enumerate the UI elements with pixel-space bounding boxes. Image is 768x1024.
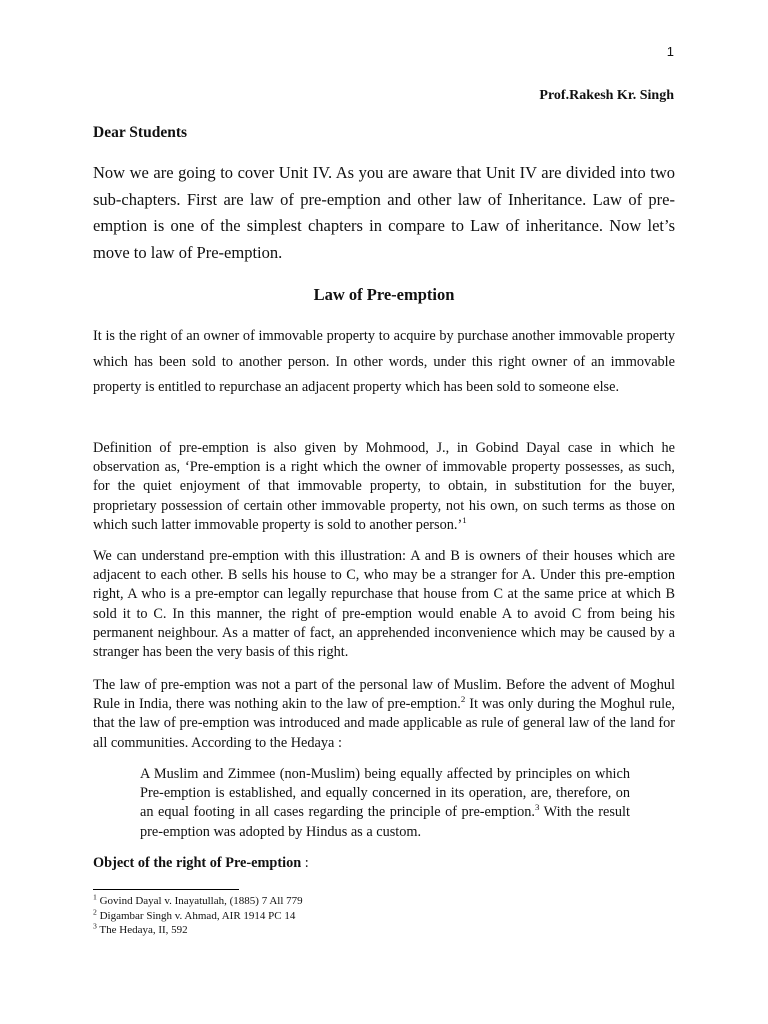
footnote-1 — [93, 894, 303, 909]
footnotes — [93, 894, 303, 938]
block-quote — [140, 765, 630, 842]
quote-text: A Muslim and Zimmee (non-Muslim) being equally affected by principles on which Pre-emption is established, and equally concerned in its operation, are, therefore, on an equal footing in all cases regarding the principle of pre-emption. — [140, 766, 630, 821]
footnote-text: The Hedaya, II, 592 — [96, 924, 188, 936]
footnote-2 — [93, 906, 303, 924]
footnote-number: 1 — [93, 892, 97, 902]
footnote-text: Govind Dayal v. Inayatullah, (1885) 7 All 779 — [96, 895, 303, 907]
footnote-3 — [93, 923, 303, 938]
intro-paragraph: Now we are going to cover Unit IV. As you are aware that Unit IV are divided into two sub-chapters. First are law of pre-emption and other law of Inheritance. Law of pre-emption is one of the simplest chapters in compare to Law of inheritance. Now let’s move to law of Pre-emption. — [93, 163, 675, 262]
footnote-ref-2[interactable]: 2 — [460, 694, 466, 705]
paragraph-definition: It is the right of an owner of immovable property to acquire by purchase another immovable property which has been sold to another person. In other words, under this right owner of an immovable property is entitled to repurchase an adjacent property which has been sold to someone else. — [93, 328, 675, 395]
footnote-ref-1[interactable]: 1 — [462, 515, 467, 526]
subheading-text: Object of the right of Pre-emption — [93, 855, 302, 871]
footnote-divider — [93, 889, 239, 890]
subheading-object — [93, 855, 309, 872]
author-name: Prof.Rakesh Kr. Singh — [539, 88, 674, 103]
section-heading: Law of Pre-emption — [313, 285, 455, 304]
footnote-text: Digambar Singh v. Ahmad, AIR 1914 PC 14 — [96, 909, 296, 922]
paragraph-history — [93, 676, 675, 753]
footnote-number: 2 — [93, 906, 97, 916]
page-number: 1 — [666, 44, 674, 59]
greeting: Dear Students — [93, 124, 188, 141]
paragraph-text: Definition of pre-emption is also given by Mohmood, J., in Gobind Dayal case in which he observation as, ‘Pre-emption is a right which the owner of immovable property possesses, as such, for the quiet enjoyment of that immovable property, to obtain, in substitution for the buyer, proprietary possession of certain other immovable property, not his own, on such terms as those on which such latter immovable property is sold to another person.’ — [93, 440, 675, 533]
paragraph-mohmood-definition — [93, 439, 675, 535]
paragraph-text: The law of pre-emption was not a part of the personal law of Muslim. Before the advent of Moghul Rule in India, there was nothing akin to the law of pre-emption. — [93, 677, 675, 713]
footnote-ref-3[interactable]: 3 — [534, 802, 540, 813]
quote-text: With the result pre-emption was adopted by Hindus as a custom. — [140, 804, 630, 840]
paragraph-text: It was only during the Moghul rule, that the law of pre-emption was introduced and made applicable as rule of general law of the land for all communities. According to the Hedaya : — [93, 696, 675, 751]
subheading-colon: : — [301, 855, 309, 871]
footnote-number: 3 — [93, 921, 97, 931]
paragraph-illustration: We can understand pre-emption with this illustration: A and B is owners of their houses which are adjacent to each other. B sells his house to C, who may be a stranger for A. Under this pre-emption right, A who is a pre-emptor can legally repurchase that house from C at the same price at which B sold it to C. In this manner, the right of pre-emption would enable A to avoid C from being his permanent neighbour. As a matter of fact, an apprehended inconvenience which may be caused by a stranger has been the very basis of this right. — [93, 548, 675, 661]
